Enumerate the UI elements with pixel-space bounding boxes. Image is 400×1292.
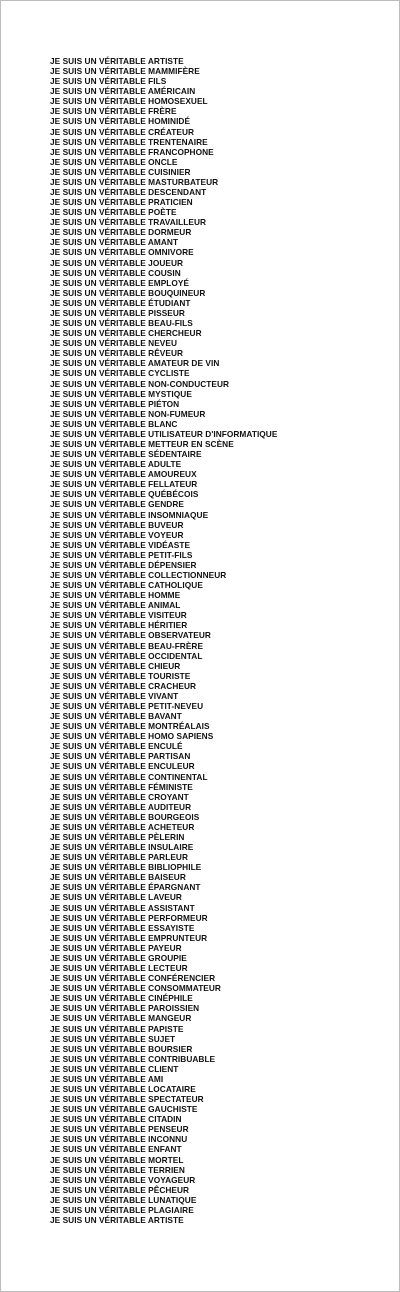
text-line: JE SUIS UN VÉRITABLE CHIEUR [50,660,181,671]
text-line: JE SUIS UN VÉRITABLE VIDÉASTE [50,539,191,550]
text-line: JE SUIS UN VÉRITABLE PAYEUR [50,942,182,953]
text-line: JE SUIS UN VÉRITABLE NEVEU [50,338,178,349]
text-line: JE SUIS UN VÉRITABLE COLLECTIONNEUR [50,569,227,580]
text-line: JE SUIS UN VÉRITABLE OMNIVORE [50,247,194,258]
text-line: JE SUIS UN VÉRITABLE ANIMAL [50,600,181,611]
text-line: JE SUIS UN VÉRITABLE EMPLOYÉ [50,277,190,288]
text-line: JE SUIS UN VÉRITABLE VOYEUR [50,529,184,540]
text-line: JE SUIS UN VÉRITABLE DÉPENSIER [50,559,197,570]
text-line: JE SUIS UN VÉRITABLE ONCLE [50,156,178,167]
text-line: JE SUIS UN VÉRITABLE AUDITEUR [50,801,192,812]
text-line: JE SUIS UN VÉRITABLE LAVEUR [50,892,182,903]
text-line: JE SUIS UN VÉRITABLE ARTISTE [50,1214,184,1225]
text-line: JE SUIS UN VÉRITABLE CUISINIER [50,166,191,177]
text-line: JE SUIS UN VÉRITABLE JOUEUR [50,257,184,268]
text-list [50,56,277,1225]
text-line: JE SUIS UN VÉRITABLE NON-CONDUCTEUR [50,378,230,389]
text-line: JE SUIS UN VÉRITABLE ÉTUDIANT [50,297,191,308]
text-line: JE SUIS UN VÉRITABLE CONTINENTAL [50,771,208,782]
text-line: JE SUIS UN VÉRITABLE BLANC [50,418,178,429]
text-line: JE SUIS UN VÉRITABLE PARLEUR [50,852,189,863]
text-line: JE SUIS UN VÉRITABLE PAROISSIEN [50,1003,200,1014]
text-line: JE SUIS UN VÉRITABLE AMI [50,1073,164,1084]
text-line: JE SUIS UN VÉRITABLE MYSTIQUE [50,388,192,399]
text-line: JE SUIS UN VÉRITABLE METTEUR EN SCÈNE [50,438,234,449]
text-line: JE SUIS UN VÉRITABLE MORTEL [50,1154,184,1165]
text-line: JE SUIS UN VÉRITABLE FELLATEUR [50,479,198,490]
text-line: JE SUIS UN VÉRITABLE UTILISATEUR D'INFORMATIQUE [50,428,278,439]
text-line: JE SUIS UN VÉRITABLE PISSEUR [50,307,185,318]
text-line: JE SUIS UN VÉRITABLE ENCULÉ [50,741,183,752]
text-line: JE SUIS UN VÉRITABLE BOUQUINEUR [50,287,206,298]
text-line: JE SUIS UN VÉRITABLE CHERCHEUR [50,328,202,339]
text-line: JE SUIS UN VÉRITABLE FRÈRE [50,106,177,117]
text-line: JE SUIS UN VÉRITABLE CONSOMMATEUR [50,983,221,994]
text-line: JE SUIS UN VÉRITABLE HOMINIDÉ [50,116,191,127]
text-line: JE SUIS UN VÉRITABLE DESCENDANT [50,187,207,198]
text-line: JE SUIS UN VÉRITABLE FILS [50,76,167,87]
text-line: JE SUIS UN VÉRITABLE LECTEUR [50,963,188,974]
text-line: JE SUIS UN VÉRITABLE GROUPIE [50,952,187,963]
text-line: JE SUIS UN VÉRITABLE NON-FUMEUR [50,408,206,419]
text-line: JE SUIS UN VÉRITABLE FÉMINISTE [50,781,193,792]
text-line: JE SUIS UN VÉRITABLE DORMEUR [50,227,192,238]
text-line: JE SUIS UN VÉRITABLE RÊVEUR [50,348,184,359]
text-line: JE SUIS UN VÉRITABLE EMPRUNTEUR [50,932,208,943]
text-line: JE SUIS UN VÉRITABLE INSULAIRE [50,842,194,853]
text-line: JE SUIS UN VÉRITABLE OBSERVATEUR [50,630,211,641]
text-line: JE SUIS UN VÉRITABLE CITADIN [50,1114,182,1125]
text-line: JE SUIS UN VÉRITABLE TRENTENAIRE [50,136,208,147]
text-line: JE SUIS UN VÉRITABLE TOURISTE [50,670,191,681]
text-line: JE SUIS UN VÉRITABLE BOURGEOIS [50,811,200,822]
text-line: JE SUIS UN VÉRITABLE ENCULEUR [50,761,195,772]
text-line: JE SUIS UN VÉRITABLE LUNATIQUE [50,1194,197,1205]
text-line: JE SUIS UN VÉRITABLE GENDRE [50,499,184,510]
text-line: JE SUIS UN VÉRITABLE PETIT-NEVEU [50,701,204,711]
text-line: JE SUIS UN VÉRITABLE ENFANT [50,1144,182,1155]
text-line: JE SUIS UN VÉRITABLE PLAGIAIRE [50,1204,194,1215]
text-line: JE SUIS UN VÉRITABLE INSOMNIAQUE [50,509,209,520]
text-line: JE SUIS UN VÉRITABLE PETIT-FILS [50,549,193,560]
text-line: JE SUIS UN VÉRITABLE CLIENT [50,1063,179,1074]
text-line: JE SUIS UN VÉRITABLE POÈTE [50,207,177,218]
text-line: JE SUIS UN VÉRITABLE MAMMIFÈRE [50,66,200,77]
text-line: JE SUIS UN VÉRITABLE ASSISTANT [50,902,195,913]
text-line: JE SUIS UN VÉRITABLE MONTRÉALAIS [50,721,210,732]
text-line: JE SUIS UN VÉRITABLE GAUCHISTE [50,1104,198,1115]
text-line: JE SUIS UN VÉRITABLE INCONNU [50,1134,188,1145]
text-line: JE SUIS UN VÉRITABLE PERFORMEUR [50,912,208,923]
text-line: JE SUIS UN VÉRITABLE BOURSIER [50,1043,193,1054]
text-line: JE SUIS UN VÉRITABLE PÈLERIN [50,832,185,843]
text-line: JE SUIS UN VÉRITABLE ADULTE [50,459,182,470]
text-line: JE SUIS UN VÉRITABLE CONFÉRENCIER [50,973,216,984]
text-line: JE SUIS UN VÉRITABLE SPECTATEUR [50,1094,204,1105]
text-line: JE SUIS UN VÉRITABLE CONTRIBUABLE [50,1053,216,1064]
text-line: JE SUIS UN VÉRITABLE BAISEUR [50,872,186,883]
text-line: JE SUIS UN VÉRITABLE MASTURBATEUR [50,176,219,187]
text-line: JE SUIS UN VÉRITABLE QUÉBÉCOIS [50,489,199,500]
text-line: JE SUIS UN VÉRITABLE HOMOSEXUEL [50,96,208,107]
text-line: JE SUIS UN VÉRITABLE PAPISTE [50,1023,184,1034]
text-line: JE SUIS UN VÉRITABLE FRANCOPHONE [50,146,214,157]
text-line: JE SUIS UN VÉRITABLE PENSEUR [50,1124,189,1135]
text-line: JE SUIS UN VÉRITABLE PIÉTON [50,398,180,409]
text-line: JE SUIS UN VÉRITABLE LOCATAIRE [50,1083,196,1094]
text-line: JE SUIS UN VÉRITABLE PRATICIEN [50,197,193,208]
text-line: JE SUIS UN VÉRITABLE AMANT [50,237,179,248]
text-line: JE SUIS UN VÉRITABLE BUVEUR [50,519,184,530]
text-line: JE SUIS UN VÉRITABLE TERRIEN [50,1164,185,1175]
text-line: JE SUIS UN VÉRITABLE CYCLISTE [50,368,190,379]
text-line: JE SUIS UN VÉRITABLE PÊCHEUR [50,1184,190,1195]
text-line: JE SUIS UN VÉRITABLE HÉRITIER [50,620,188,631]
text-line: JE SUIS UN VÉRITABLE BEAU-FRÈRE [50,640,204,651]
text-line: JE SUIS UN VÉRITABLE MANGEUR [50,1013,192,1024]
text-line: JE SUIS UN VÉRITABLE TRAVAILLEUR [50,217,207,228]
text-line: JE SUIS UN VÉRITABLE BIBLIOPHILE [50,862,202,873]
text-line: JE SUIS UN VÉRITABLE VOYAGEUR [50,1174,196,1185]
text-line: JE SUIS UN VÉRITABLE CRACHEUR [50,680,197,691]
text-line: JE SUIS UN VÉRITABLE HOMO SAPIENS [50,731,214,742]
text-line: JE SUIS UN VÉRITABLE BAVANT [50,711,182,722]
text-line: JE SUIS UN VÉRITABLE CRÉATEUR [50,126,195,137]
text-line: JE SUIS UN VÉRITABLE ACHETEUR [50,821,195,832]
text-line: JE SUIS UN VÉRITABLE VISITEUR [50,610,187,621]
text-line: JE SUIS UN VÉRITABLE HOMME [50,590,181,601]
text-line: JE SUIS UN VÉRITABLE ÉPARGNANT [50,882,201,893]
text-line: JE SUIS UN VÉRITABLE CINÉPHILE [50,993,193,1004]
text-line: JE SUIS UN VÉRITABLE ESSAYISTE [50,922,195,933]
text-line: JE SUIS UN VÉRITABLE AMATEUR DE VIN [50,358,220,369]
text-line: JE SUIS UN VÉRITABLE SUJET [50,1033,176,1044]
text-line: JE SUIS UN VÉRITABLE CATHOLIQUE [50,580,203,591]
text-line: JE SUIS UN VÉRITABLE VIVANT [50,690,179,701]
text-line: JE SUIS UN VÉRITABLE SÉDENTAIRE [50,449,202,460]
text-line: JE SUIS UN VÉRITABLE COUSIN [50,267,181,278]
text-line: JE SUIS UN VÉRITABLE CROYANT [50,791,189,802]
text-line: JE SUIS UN VÉRITABLE OCCIDENTAL [50,650,203,661]
text-line: JE SUIS UN VÉRITABLE AMÉRICAIN [50,86,196,97]
text-line: JE SUIS UN VÉRITABLE PARTISAN [50,751,191,762]
text-line: JE SUIS UN VÉRITABLE ARTISTE [50,56,184,66]
text-line: JE SUIS UN VÉRITABLE BEAU-FILS [50,318,193,329]
text-line: JE SUIS UN VÉRITABLE AMOUREUX [50,469,197,480]
